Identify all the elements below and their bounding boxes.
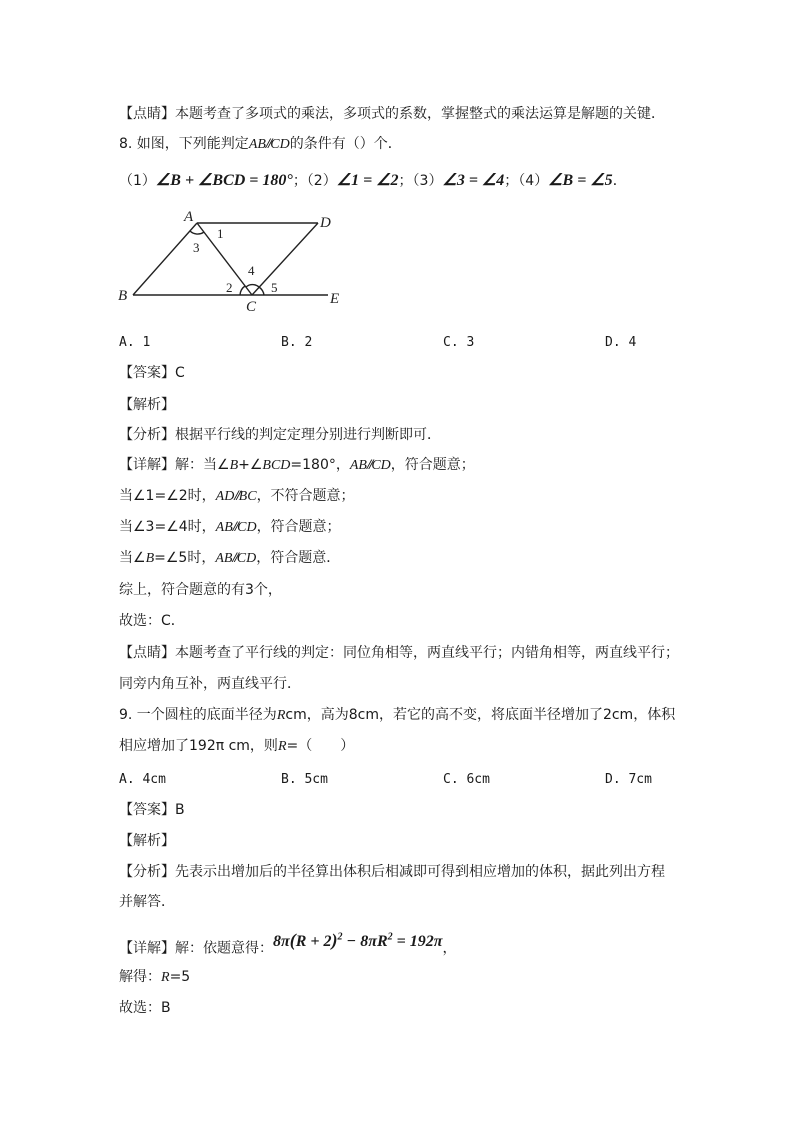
q9-detail xyxy=(119,932,457,960)
q9-option-c: C. 6cm xyxy=(443,772,490,787)
text: ，符合题意； xyxy=(256,519,341,535)
label-5: 5 xyxy=(271,280,278,295)
paren-open: ( xyxy=(289,930,296,951)
q8-detail-2 xyxy=(119,486,355,507)
exponent: 2 xyxy=(387,932,393,943)
equation xyxy=(273,930,443,951)
q9-option-d: D. 7cm xyxy=(605,772,652,787)
q9-stem-2 xyxy=(119,736,354,757)
stem-post: 的条件有（）个． xyxy=(289,136,402,152)
c3-label: ；（3） xyxy=(398,173,443,189)
exponent: 2 xyxy=(337,932,343,943)
parallel-symbol: // xyxy=(265,136,271,152)
eq-part: 8π xyxy=(273,933,290,951)
eq-part: = 192π xyxy=(392,933,443,951)
c2-label: ；（2） xyxy=(292,173,337,189)
var-cd: CD xyxy=(237,520,257,535)
eq-part: − 8πR xyxy=(342,933,388,951)
text: ， xyxy=(442,940,457,957)
q8-summary: 综上，符合题意的有3个， xyxy=(119,582,282,598)
point-c: C xyxy=(246,299,257,315)
q9-option-a: A. 4cm xyxy=(119,772,166,787)
q9-stem-1 xyxy=(119,705,675,726)
tag: 【点睛】 xyxy=(119,106,175,122)
label-2: 2 xyxy=(226,280,233,295)
var-r: R xyxy=(276,708,286,723)
point-a: A xyxy=(184,209,194,225)
q8-answer: 【答案】C xyxy=(119,365,185,381)
text: =5 xyxy=(169,969,191,985)
dianjing-prev xyxy=(119,104,665,124)
eq-part: R + 2 xyxy=(295,933,332,951)
var-ab: AB xyxy=(215,520,233,535)
c4-label: ；（4） xyxy=(504,173,549,189)
var-r: R xyxy=(161,970,170,985)
var-cd: CD xyxy=(371,458,391,473)
q8-option-c: C. 3 xyxy=(443,335,475,350)
q8-choose: 故选：C． xyxy=(119,613,185,629)
q9-solve xyxy=(119,967,190,988)
q8-stem xyxy=(119,134,402,155)
c3-math: ∠3 = ∠4 xyxy=(442,172,505,189)
text: =（ ） xyxy=(286,738,355,754)
var-r: R xyxy=(277,739,287,754)
q8-conditions xyxy=(119,171,627,191)
q8-detail-4 xyxy=(119,548,340,569)
q8-option-a: A. 1 xyxy=(119,335,151,350)
c1-math: ∠B + ∠BCD = 180° xyxy=(155,172,293,189)
var-b: B xyxy=(145,551,155,566)
label-3: 3 xyxy=(193,240,200,255)
segment-ab xyxy=(133,223,197,295)
cond-end: ． xyxy=(612,173,627,189)
point-b: B xyxy=(118,288,128,304)
var-bc: BC xyxy=(238,489,257,504)
text: 当∠ xyxy=(119,550,146,566)
text: 解得： xyxy=(119,969,161,985)
text: 相应增加了192π cm，则 xyxy=(119,738,278,754)
point-d: D xyxy=(320,215,331,231)
parallel-symbol: // xyxy=(232,519,238,535)
point-e: E xyxy=(330,291,340,307)
geometry-figure xyxy=(113,203,348,315)
q8-detail-1 xyxy=(119,455,475,476)
var-cd: CD xyxy=(236,551,257,566)
paren-close: ) xyxy=(331,930,338,951)
var-b: B xyxy=(229,458,239,473)
c4-math: ∠B = ∠5 xyxy=(548,172,613,189)
q8-dianjing-1: 【点睛】本题考查了平行线的判定：同位角相等，两直线平行；内错角相等，两直线平行； xyxy=(119,645,679,661)
segment-ac xyxy=(197,223,252,295)
ab-label: AB xyxy=(248,137,266,152)
q8-dianjing-2: 同旁内角互补，两直线平行． xyxy=(119,676,301,692)
text: =180°， xyxy=(290,457,350,473)
q9-jiexi: 【解析】 xyxy=(119,833,175,849)
q8-option-d: D. 4 xyxy=(605,335,637,350)
text: =∠5时， xyxy=(154,550,216,566)
arc-angle-4 xyxy=(246,285,259,287)
text: 本题考查了多项式的乘法，多项式的系数，掌握整式的乘法运算是解题的关键． xyxy=(175,106,665,122)
segment-cd xyxy=(252,223,318,295)
arc-angle-5 xyxy=(259,287,264,295)
stem-pre: 8. 如图，下列能判定 xyxy=(119,136,249,152)
text: cm，高为8cm，若它的高不变，将底面半径增加了2cm，体积 xyxy=(285,707,676,723)
q9-fenxi-1: 【分析】先表示出增加后的半径算出体积后相减即可得到相应增加的体积，据此列出方程 xyxy=(119,864,665,880)
c1-label: （1） xyxy=(119,173,156,189)
text: 9. 一个圆柱的底面半径为 xyxy=(119,707,277,723)
parallel-symbol: // xyxy=(234,488,239,504)
var-ab: AB xyxy=(215,551,233,566)
var-ad: AD xyxy=(215,489,235,504)
label-4: 4 xyxy=(248,263,255,278)
text: 【详解】解：当∠ xyxy=(119,457,230,473)
q9-answer: 【答案】B xyxy=(119,802,185,818)
parallel-symbol: // xyxy=(366,457,372,473)
text: 【详解】解：依题意得： xyxy=(119,940,273,957)
text: 当∠3=∠4时， xyxy=(119,519,216,535)
text: +∠ xyxy=(238,457,263,473)
label-1: 1 xyxy=(217,226,224,241)
var-ab: AB xyxy=(349,458,367,473)
var-bcd: BCD xyxy=(262,458,291,473)
q8-fenxi: 【分析】根据平行线的判定定理分别进行判断即可． xyxy=(119,427,441,443)
text: 当∠1=∠2时， xyxy=(119,488,216,504)
q9-fenxi-2: 并解答． xyxy=(119,894,175,910)
q9-choose: 故选：B xyxy=(119,1000,171,1016)
arc-angle-2 xyxy=(240,286,245,295)
q8-jiexi: 【解析】 xyxy=(119,397,175,413)
q8-option-b: B. 2 xyxy=(281,335,313,350)
q8-detail-3 xyxy=(119,517,341,538)
parallel-symbol: // xyxy=(232,550,237,566)
q9-option-b: B. 5cm xyxy=(281,772,328,787)
cd-label: CD xyxy=(270,137,290,152)
c2-math: ∠1 = ∠2 xyxy=(336,172,399,189)
text: ，不符合题意； xyxy=(256,488,355,504)
text: ，符合题意； xyxy=(390,457,475,473)
text: ，符合题意． xyxy=(256,550,341,566)
arc-angle-3 xyxy=(190,231,204,234)
